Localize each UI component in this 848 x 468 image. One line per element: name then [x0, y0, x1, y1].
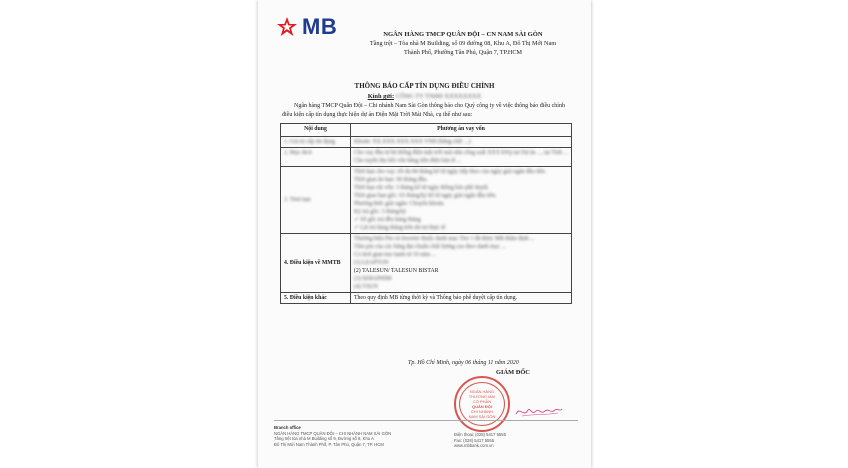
footer-line: NGÂN HÀNG TMCP QUÂN ĐỘI – CHI NHÁNH NAM SÀI GÒN: [274, 430, 392, 436]
table-row: [281, 148, 572, 167]
row-line: ✓ Số gốc trả đều hàng tháng: [353, 217, 421, 223]
footer-address: [274, 425, 454, 447]
row-value: [350, 148, 571, 167]
bank-address-line2: Thành Phố, Phường Tân Phú, Quận 7, TP.HCM: [404, 49, 522, 56]
document-title: THÔNG BÁO CẤP TÍN DỤNG ĐIỀU CHỈNH: [354, 82, 495, 90]
row-line: (1) LEAPTON: [353, 260, 389, 266]
row-value: [350, 167, 571, 234]
intro-paragraph: Ngân hàng TMCP Quân Đội – Chi nhánh Nam Sài Gòn thông báo cho Quý công ty về việc thông báo điều chỉnh điều kiện cấp tín dụng thực hiện dự án Điện Mặt Trời Mái Nhà, cụ thể như sau:: [282, 103, 565, 118]
seal-text: NGÂN HÀNG: [469, 389, 495, 394]
row-line: Thời hạn cho vay: tối đa 84 tháng kể từ ngày tiếp theo của ngày giải ngân đầu tiên.: [353, 169, 547, 175]
row-line: Có thời gian bảo hành từ 10 năm ...: [353, 252, 437, 258]
row-line: (3) SERAPHIM: [353, 276, 392, 282]
row-line: Thời gian ân hạn: 06 tháng đầu.: [353, 177, 428, 183]
table-row: [281, 167, 572, 234]
recipient-line: [258, 93, 591, 100]
bank-name: NGÂN HÀNG TMCP QUÂN ĐỘI – CN NAM SÀI GÒN: [383, 31, 543, 38]
signature-date: Tp. Hồ Chí Minh, ngày 06 tháng 11 năm 2020: [408, 360, 519, 366]
row-line: Thương hiệu Pin và Inverter thuộc danh mục Tier 1 đã được MB thẩm định ...: [353, 236, 535, 242]
row-line: (4) VSUN: [353, 284, 378, 290]
row-line: (2) TALESUN/ TALESUN BISTAR: [353, 268, 439, 274]
signatory-title: GIÁM ĐỐC: [496, 369, 530, 376]
row-key: 5. Điều kiện khác: [281, 293, 351, 304]
row-line: Cho vay đầu tư hệ thống điện mặt trời mái nhà công suất XXX kWp tại Dự án ..., tại Tỉnh ...: [353, 150, 568, 156]
row-line: Phương thức giải ngân: Chuyển khoản.: [353, 201, 445, 207]
footer-web: www.mbbank.com.vn: [454, 443, 494, 449]
handwritten-signature: [514, 402, 564, 420]
footer-phone: Điện thoại: (028) 5417 5555: [454, 432, 506, 437]
row-line: Cho tuyến thu hồi vốn bằng tiền điện bán lẻ ...: [353, 158, 462, 164]
footer-line: Đô Thị Mới Nam Thành Phố, P. Tân Phú, Quận 7, TP. HCM: [274, 441, 384, 447]
row-line: Thời gian hạn gốc: 03 tháng/kỳ kể từ ngày giải ngân đầu tiên.: [353, 193, 497, 199]
row-line: Kỳ trả gốc: 3 tháng/kỳ: [353, 209, 407, 215]
seal-text: CHI NHÁNH: [470, 409, 494, 414]
mb-star-icon: [276, 16, 298, 38]
seal-text: CỔ PHẦN: [472, 399, 492, 404]
row-line: Tấm pin của các hãng đạt chuẩn chất lượng cao theo danh mục ...: [353, 244, 506, 250]
mb-logo: [276, 14, 337, 40]
row-line: Theo quy định MB từng thời kỳ và Thông báo phê duyệt cấp tín dụng.: [353, 295, 518, 301]
row-line: Thời hạn rút vốn: 3 tháng kể từ ngày thông báo phê duyệt.: [353, 185, 490, 191]
column-header: Phương án vay vốn: [350, 124, 571, 137]
footer-contact: [454, 432, 578, 449]
table-row: [281, 293, 572, 304]
logo-text: MB: [302, 14, 338, 39]
table-header-row: [281, 124, 572, 137]
footer-fax: Fax: (028) 5417 5555: [454, 437, 495, 443]
seal-text: THƯƠNG MẠI: [468, 394, 496, 399]
table-row: [281, 137, 572, 148]
bank-address-line1: Tầng trệt – Tòa nhà M Building, số 09 đường 08, Khu A, Đô Thị Mới Nam: [369, 40, 557, 47]
row-value: [350, 234, 571, 293]
recipient-label: Kính gửi:: [367, 93, 395, 100]
document-page: [258, 0, 591, 468]
recipient-name: CÔNG TY TNHH XXXXXXXX: [395, 93, 482, 100]
footer-line: Tầng trệt tòa nhà M Building số 9, Đường số 8, Khu A: [274, 436, 374, 442]
column-header: Nội dung: [281, 124, 351, 137]
row-key: 2. Mục đích: [281, 148, 351, 167]
bank-header: [348, 30, 578, 57]
row-key: 4. Điều kiện về MMTB: [281, 234, 351, 293]
seal-text: QUÂN ĐỘI: [472, 404, 492, 409]
page-footer: [274, 420, 578, 449]
row-key: 3. Thời hạn: [281, 167, 351, 234]
row-line: Khoản: XX.XXX.XXX.XXX VNĐ (bằng chữ: ...): [353, 139, 471, 145]
footer-label: Branch office: [274, 425, 301, 430]
row-value: [350, 137, 571, 148]
row-key: 1. Giá trị cấp tín dụng: [281, 137, 351, 148]
table-row: [281, 234, 572, 293]
terms-table: [280, 123, 572, 304]
seal-text: NAM SÀI GÒN: [468, 414, 496, 419]
row-line: ✓ Lãi trả hàng tháng trên dư nợ thực tế: [353, 225, 446, 231]
row-value: [350, 293, 571, 304]
